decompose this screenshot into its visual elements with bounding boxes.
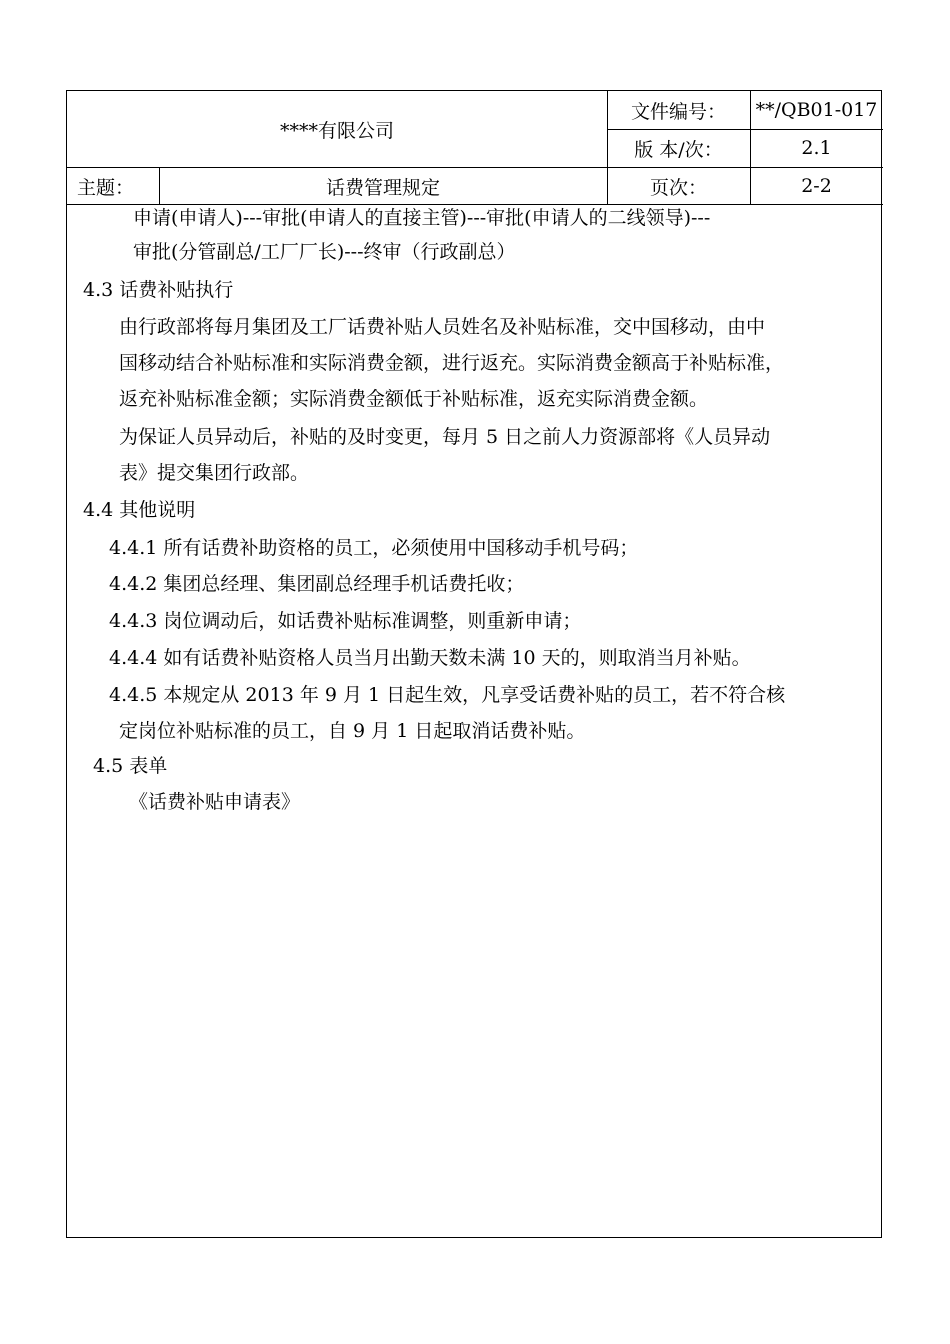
section-4-5-title: 4.5 表单 [93, 755, 168, 777]
item-4-4-4: 4.4.4 如有话费补贴资格人员当月出勤天数未满 10 天的，则取消当月补贴。 [109, 647, 751, 669]
document-header-table [67, 91, 883, 205]
item-4-4-1: 4.4.1 所有话费补助资格的员工，必须使用中国移动手机号码； [109, 537, 639, 559]
subject-value: 话费管理规定 [325, 176, 440, 199]
document-frame [66, 90, 882, 1238]
doc-number-value: **/QB01-017 [755, 99, 878, 121]
section-4-3-title: 4.3 话费补贴执行 [83, 279, 234, 301]
page-value: 2-2 [801, 175, 832, 197]
subject-label: 主题： [77, 176, 135, 199]
doc-number-label: 文件编号： [630, 100, 726, 123]
page-label: 页次： [649, 176, 707, 199]
section-4-4-title: 4.4 其他说明 [83, 499, 196, 521]
section-4-3-para2-line1: 为保证人员异动后，补贴的及时变更，每月 5 日之前人力资源部将《人员异动 [119, 426, 771, 448]
item-4-4-5-line2: 定岗位补贴标准的员工，自 9 月 1 日起取消话费补贴。 [119, 720, 586, 742]
section-4-3-para1-line3: 返充补贴标准金额；实际消费金额低于补贴标准，返充实际消费金额。 [119, 388, 709, 410]
approval-flow-line-1: 申请(申请人)---审批(申请人的直接主管)---审批(申请人的二线领导)--- [133, 207, 711, 229]
section-4-3-para2-line2: 表》提交集团行政部。 [119, 462, 310, 484]
approval-flow-line-2: 审批(分管副总/工厂厂长)---终审（行政副总） [133, 241, 516, 263]
item-4-4-2: 4.4.2 集团总经理、集团副总经理手机话费托收； [109, 573, 525, 595]
item-4-4-3: 4.4.3 岗位调动后，如话费补贴标准调整，则重新申请； [109, 610, 582, 632]
form-name: 《话费补贴申请表》 [129, 791, 301, 813]
version-value: 2.1 [801, 137, 832, 159]
section-4-3-para1-line1: 由行政部将每月集团及工厂话费补贴人员姓名及补贴标准，交中国移动，由中 [119, 316, 766, 338]
company-name: ****有限公司 [279, 119, 394, 142]
section-4-3-para1-line2: 国移动结合补贴标准和实际消费金额，进行返充。实际消费金额高于补贴标准， [119, 352, 785, 374]
version-label: 版 本/次： [634, 138, 723, 161]
item-4-4-5-line1: 4.4.5 本规定从 2013 年 9 月 1 日起生效，凡享受话费补贴的员工，若不符合核 [109, 684, 786, 706]
